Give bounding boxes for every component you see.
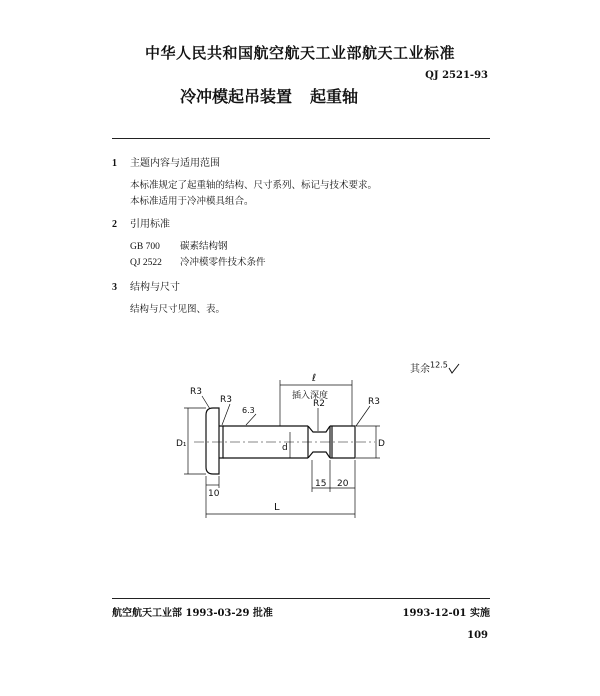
implementation-line: 1993-12-01 实施 xyxy=(402,608,490,619)
label-r3-left: R3 xyxy=(190,387,202,397)
section-number: 1 xyxy=(112,158,117,169)
label-d-end: D xyxy=(378,439,385,449)
standard-code: QJ 2521-93 xyxy=(425,70,488,81)
label-insert-depth: 插入深度 xyxy=(292,391,329,401)
roughness-note xyxy=(410,360,460,375)
section-1-paragraph-2: 本标准适用于冷冲模具组合。 xyxy=(130,196,254,207)
reference-code: GB 700 xyxy=(130,242,160,252)
reference-item xyxy=(130,254,266,268)
title-main: 冷冲模起吊装置 xyxy=(180,87,293,106)
issuing-organization: 中华人民共和国航空航天工业部航天工业标准 xyxy=(144,44,455,62)
footer-rule xyxy=(112,598,490,599)
section-number: 2 xyxy=(112,219,117,230)
label-dim-20: 20 xyxy=(337,479,349,489)
label-dim-15: 15 xyxy=(315,479,327,489)
shaft-drawing xyxy=(170,368,410,538)
header-rule xyxy=(112,138,490,139)
section-title: 引用标准 xyxy=(130,219,170,230)
section-number: 3 xyxy=(112,282,117,293)
label-finish-63: 6.3 xyxy=(242,406,255,415)
label-d-shank: d xyxy=(282,443,288,453)
roughness-symbol-icon xyxy=(448,363,460,375)
label-r3-right: R3 xyxy=(368,397,380,407)
section-3-paragraph: 结构与尺寸见图、表。 xyxy=(130,304,226,315)
reference-code: QJ 2522 xyxy=(130,258,162,268)
section-title: 结构与尺寸 xyxy=(130,282,180,293)
page-number: 109 xyxy=(467,630,488,641)
reference-item xyxy=(130,238,228,252)
reference-name: 冷冲模零件技术条件 xyxy=(180,257,266,268)
label-dim-10: 10 xyxy=(208,489,220,499)
roughness-label: 其余 xyxy=(410,364,430,375)
title-part: 起重轴 xyxy=(310,87,359,106)
shaft-head-outline xyxy=(206,408,219,474)
label-r3-fillet: R3 xyxy=(220,395,232,405)
section-2-heading xyxy=(112,215,170,230)
label-r2: R2 xyxy=(313,399,325,409)
approval-line: 航空航天工业部 1993-03-29 批准 xyxy=(112,608,273,619)
label-dim-l: L xyxy=(274,502,280,513)
shaft-groove-outline xyxy=(308,426,330,432)
document-title xyxy=(180,84,358,107)
section-title: 主题内容与适用范围 xyxy=(130,158,220,169)
roughness-value: 12.5 xyxy=(430,360,448,370)
section-3-heading xyxy=(112,278,180,293)
label-l-small: ℓ xyxy=(312,373,317,384)
section-1-paragraph-1: 本标准规定了起重轴的结构、尺寸系列、标记与技术要求。 xyxy=(130,180,378,191)
section-1-heading xyxy=(112,154,220,169)
label-d1: D₁ xyxy=(176,439,187,449)
reference-name: 碳素结构钢 xyxy=(180,241,228,252)
